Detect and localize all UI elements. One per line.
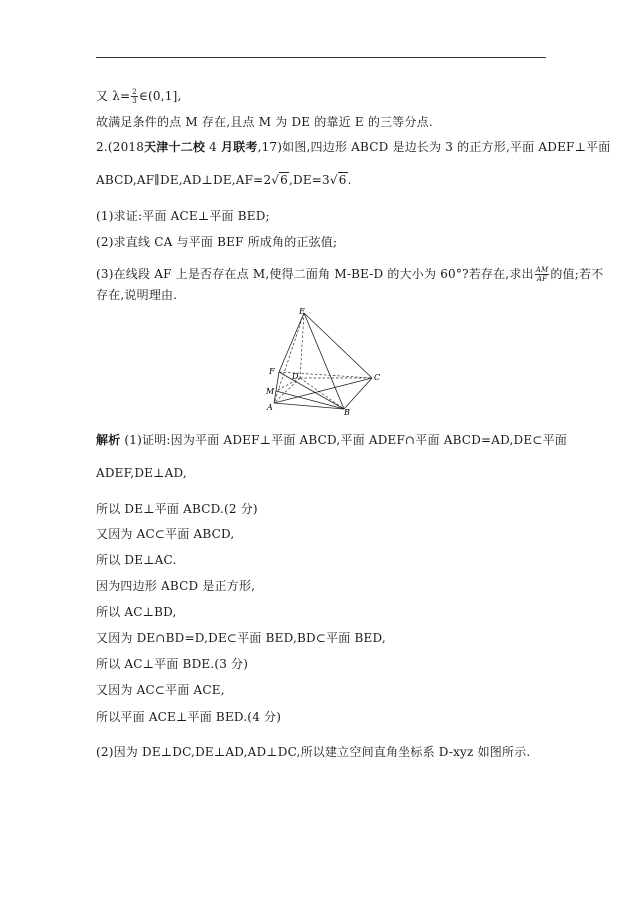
fraction-numerator: 2 — [132, 88, 137, 96]
label-f: F — [269, 367, 275, 376]
sqrt-expression: √6 — [329, 173, 347, 187]
solution-line: 又因为 AC⊂平面 ABCD, — [96, 527, 235, 541]
text-segment: (1)证明:因为平面 ADEF⊥平面 ABCD,平面 ADEF∩平面 ABCD=AD,DE⊂平面 — [120, 433, 567, 447]
sqrt-expression: √6 — [271, 173, 288, 187]
question-2: (2)求直线 CA 与平面 BEF 所成角的正弦值; — [96, 235, 338, 249]
fraction-denominator: AF — [536, 275, 548, 283]
label-m: M — [266, 387, 275, 396]
line-lambda — [96, 88, 181, 105]
problem-conditions — [96, 172, 352, 188]
question-3-cont: 存在,说明理由. — [96, 288, 178, 302]
radicand: 6 — [280, 173, 288, 187]
text-segment: ABCD,AF∥DE,AD⊥DE,AF=2 — [96, 173, 272, 187]
label-b: B — [344, 408, 350, 415]
source-bold: 月联考 — [220, 140, 258, 154]
solution-line: 所以 AC⊥BD, — [96, 605, 177, 619]
question-3 — [96, 266, 603, 283]
text-segment: ,17)如图,四边形 ABCD 是边长为 3 的正方形,平面 ADEF⊥平面 — [257, 140, 611, 154]
solution-line: 所以 DE⊥平面 ABCD.(2 分) — [96, 502, 258, 516]
solution-line: 又因为 AC⊂平面 ACE, — [96, 683, 225, 697]
text-segment: 的值;若不 — [550, 267, 604, 281]
fraction-denominator: 3 — [132, 97, 137, 105]
radicand: 6 — [338, 173, 347, 187]
header-rule — [96, 57, 546, 58]
label-c: C — [374, 373, 381, 382]
text-segment: ,DE=3 — [288, 173, 330, 187]
solution-line: 又因为 DE∩BD=D,DE⊂平面 BED,BD⊂平面 BED, — [96, 631, 386, 645]
problem-header — [96, 139, 610, 155]
fraction-am-af — [535, 266, 550, 283]
geometry-figure — [260, 305, 382, 415]
text-segment: 2.(2018 — [96, 140, 145, 154]
label-e: E — [299, 307, 305, 316]
solution-line: 所以 DE⊥AC. — [96, 553, 177, 567]
text-segment: ∈(0,1], — [138, 89, 182, 103]
solution-line: 所以 AC⊥平面 BDE.(3 分) — [96, 657, 249, 671]
solution-header — [96, 432, 567, 448]
solution-line: ADEF,DE⊥AD, — [96, 466, 187, 480]
text-segment: . — [347, 173, 352, 187]
fraction-two-thirds — [131, 88, 138, 105]
question-1: (1)求证:平面 ACE⊥平面 BED; — [96, 209, 270, 223]
solution-label: 解析 — [96, 433, 121, 447]
text-segment: (3)在线段 AF 上是否存在点 M,使得二面角 M-BE-D 的大小为 60°?若存在,求出 — [96, 267, 534, 281]
line-conclusion: 故满足条件的点 M 存在,且点 M 为 DE 的靠近 E 的三等分点. — [96, 115, 433, 129]
solution-part-2: (2)因为 DE⊥DC,DE⊥AD,AD⊥DC,所以建立空间直角坐标系 D-xyz 如图所示. — [96, 745, 531, 759]
solution-line: 所以平面 ACE⊥平面 BED.(4 分) — [96, 710, 282, 724]
label-d: D — [292, 372, 299, 381]
fraction-numerator: AM — [535, 266, 549, 274]
text-segment: 又 λ= — [96, 89, 131, 103]
label-a: A — [267, 403, 273, 412]
solution-line: 因为四边形 ABCD 是正方形, — [96, 579, 256, 593]
text-segment: 4 — [205, 140, 221, 154]
source-bold: 天津十二校 — [144, 140, 206, 154]
